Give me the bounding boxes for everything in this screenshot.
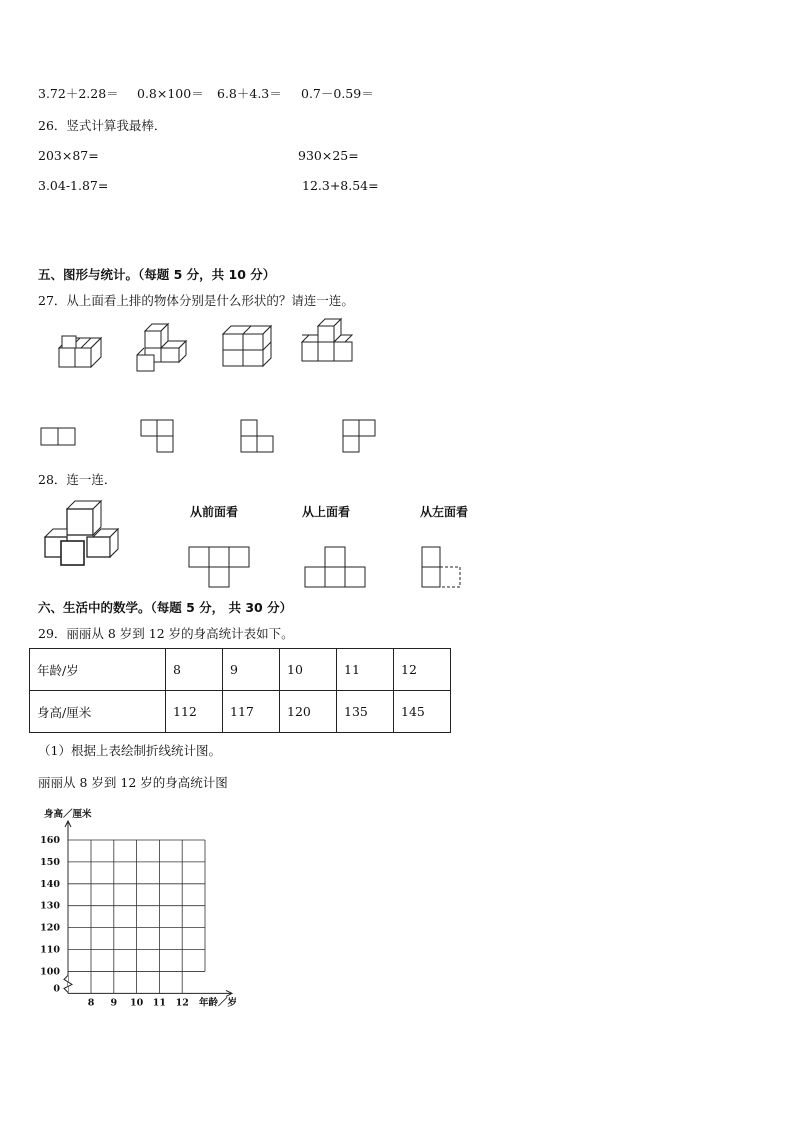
row-header-height: 身高/厘米 — [30, 691, 166, 733]
section6-title: 六、生活中的数学。（每题 5 分， 共 30 分） — [38, 600, 293, 615]
y-tick-label: 130 — [40, 900, 60, 912]
calc-item-2: 0.8×100＝ — [137, 86, 204, 101]
chart-heading: 丽丽从 8 岁到 12 岁的身高统计图 — [38, 775, 228, 790]
q27-title: 27．从上面看上排的物体分别是什么形状的？请连一连。 — [38, 293, 354, 308]
table-cell: 145 — [394, 691, 451, 733]
row-header-age: 年龄/岁 — [30, 649, 166, 691]
y-tick-label: 110 — [40, 944, 60, 956]
table-cell: 112 — [166, 691, 223, 733]
q26-item-4: 12.3+8.54= — [302, 178, 379, 193]
calc-item-3: 6.8＋4.3＝ — [217, 86, 282, 101]
y-axis-title: 身高／厘米 — [44, 809, 92, 820]
table-cell: 9 — [223, 649, 280, 691]
y-tick-label: 150 — [40, 856, 60, 868]
x-axis-title: 年龄／岁 — [199, 997, 238, 1009]
view-label-top: 从上面看 — [302, 505, 351, 519]
section5-title: 五、图形与统计。（每题 5 分，共 10 分） — [38, 267, 276, 282]
table-cell: 135 — [337, 691, 394, 733]
table-cell: 12 — [394, 649, 451, 691]
calc-item-1: 3.72＋2.28＝ — [38, 86, 119, 101]
q26-title: 26．竖式计算我最棒． — [38, 118, 167, 133]
table-cell: 117 — [223, 691, 280, 733]
q29-sub1: （1）根据上表绘制折线统计图。 — [38, 743, 221, 758]
y-tick-label: 100 — [40, 966, 60, 978]
table-cell: 10 — [280, 649, 337, 691]
x-tick-label: 10 — [129, 997, 144, 1009]
view-label-left: 从左面看 — [420, 505, 469, 519]
origin-label: 0 — [53, 983, 60, 995]
axis-break — [64, 975, 72, 992]
y-tick-label: 120 — [40, 922, 60, 934]
y-tick-label: 140 — [40, 878, 60, 890]
x-tick-label: 12 — [175, 997, 189, 1009]
table-cell: 8 — [166, 649, 223, 691]
table-cell: 11 — [337, 649, 394, 691]
y-tick-label: 160 — [40, 835, 60, 846]
q26-item-1: 203×87= — [38, 148, 99, 163]
q29-title: 29．丽丽从 8 岁到 12 岁的身高统计表如下。 — [38, 626, 294, 641]
q26-item-2: 930×25= — [298, 148, 359, 163]
calc-item-4: 0.7－0.59＝ — [301, 86, 374, 101]
table-cell: 120 — [280, 691, 337, 733]
x-tick-label: 9 — [110, 997, 118, 1009]
x-tick-label: 8 — [87, 997, 95, 1009]
view-label-front: 从前面看 — [190, 505, 239, 519]
q28-title: 28．连一连． — [38, 472, 117, 487]
q26-item-3: 3.04-1.87= — [38, 178, 109, 193]
x-tick-label: 11 — [152, 997, 167, 1009]
